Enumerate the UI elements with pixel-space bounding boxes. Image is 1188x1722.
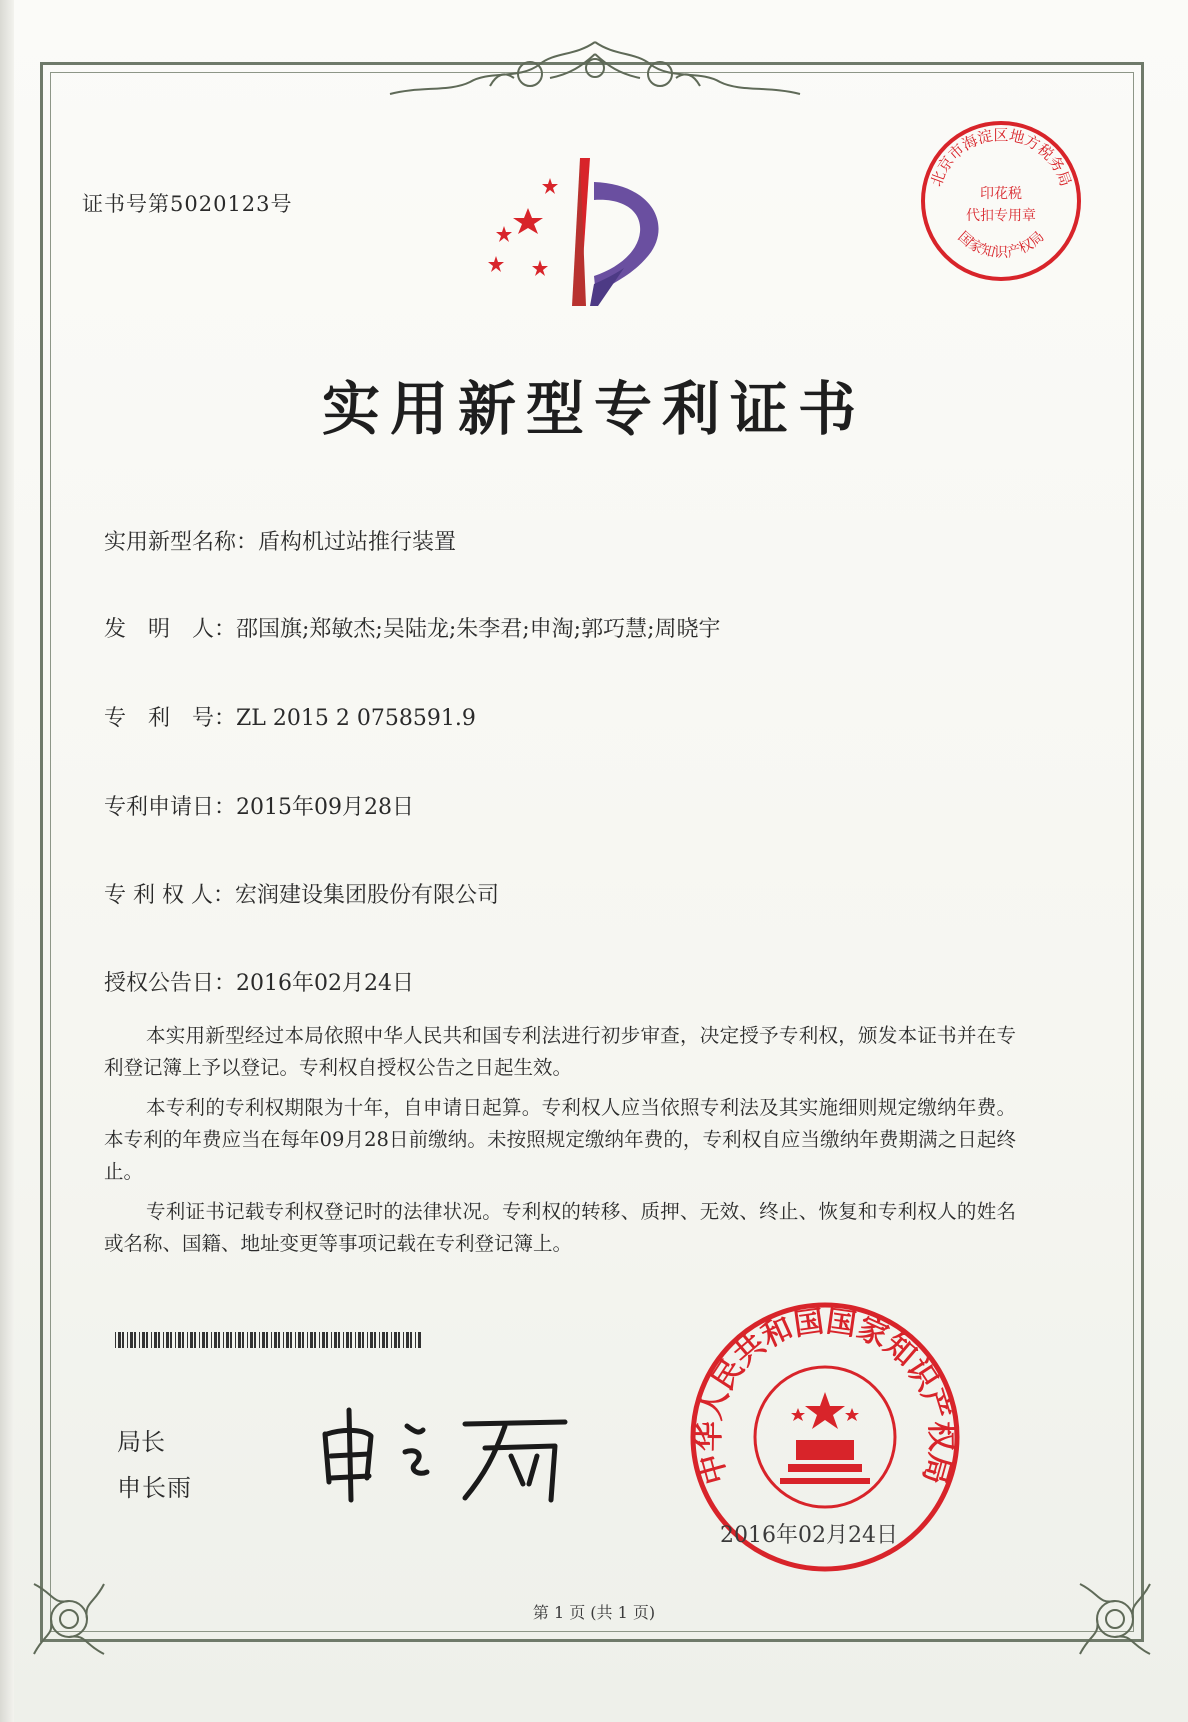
seal-date: 2016年02月24日 [720, 1523, 898, 1548]
paragraph-2: 本专利的专利权期限为十年，自申请日起算。专利权人应当依照专利法及其实施细则规定缴纳年费。本专利的年费应当在每年09月28日前缴纳。未按照规定缴纳年费的，专利权自应当缴纳年费期满之日起终止。 [104, 1096, 1016, 1183]
page-footer: 第 1 页 (共 1 页) [532, 1603, 656, 1622]
utility-name-row [104, 525, 456, 556]
application-date-label: 专利申请日： [104, 795, 237, 820]
patentee-row [104, 878, 499, 909]
grant-date-label: 授权公告日： [104, 971, 237, 996]
page-title: 实用新型专利证书 [321, 375, 866, 443]
patentee-value: 宏润建设集团股份有限公司 [234, 883, 499, 908]
tax-stamp-line1: 印花税 [980, 186, 1022, 202]
utility-name-value: 盾构机过站推行装置 [258, 530, 457, 555]
application-date-row [104, 790, 414, 821]
patent-number-value: ZL 2015 2 0758591.9 [236, 706, 476, 731]
patent-number-row [104, 701, 476, 732]
inventors-label: 发 明 人： [104, 617, 237, 642]
application-date-value: 2015年09月28日 [236, 795, 414, 820]
grant-date-row [104, 966, 414, 997]
patentee-label: 专 利 权 人： [104, 883, 235, 908]
certificate-number: 证书号第5020123号 [82, 192, 293, 216]
barcode-icon [115, 1332, 423, 1348]
director-title: 局长 [117, 1428, 165, 1456]
tax-stamp-ring-text: 北京市海淀区地方税务局 [927, 125, 1075, 189]
director-signature [315, 1404, 585, 1504]
director-name: 申长雨 [117, 1474, 192, 1502]
patent-number-label: 专 利 号： [104, 706, 237, 731]
grant-date-value: 2016年02月24日 [236, 971, 414, 996]
utility-name-label: 实用新型名称： [104, 530, 259, 555]
inventors-row [104, 612, 721, 643]
paragraph-3: 专利证书记载专利权登记时的法律状况。专利权的转移、质押、无效、终止、恢复和专利权人的姓名或名称、国籍、地址变更等事项记载在专利登记簿上。 [104, 1200, 1016, 1255]
inventors-value: 邵国旗;郑敏杰;吴陆龙;朱李君;申淘;郭巧慧;周晓宇 [236, 617, 721, 642]
page-edge-shadow [0, 0, 14, 1722]
svg-text:北京市海淀区地方税务局 [927, 126, 1075, 189]
paragraph-1: 本实用新型经过本局依照中华人民共和国专利法进行初步审查，决定授予专利权，颁发本证书并在专利登记簿上予以登记。专利权自授权公告之日起生效。 [104, 1024, 1016, 1079]
cnipa-emblem-icon [468, 156, 678, 316]
tax-stamp [918, 118, 1084, 284]
svg-text:国家知识产权局 [955, 229, 1048, 261]
seal-text: 中华人民共和国国家知识产权局 [691, 1304, 959, 1488]
tax-stamp-line2: 代扣专用章 [966, 208, 1036, 224]
tax-stamp-bottom-text: 国家知识产权局 [954, 228, 1048, 262]
top-ornament [370, 34, 820, 104]
